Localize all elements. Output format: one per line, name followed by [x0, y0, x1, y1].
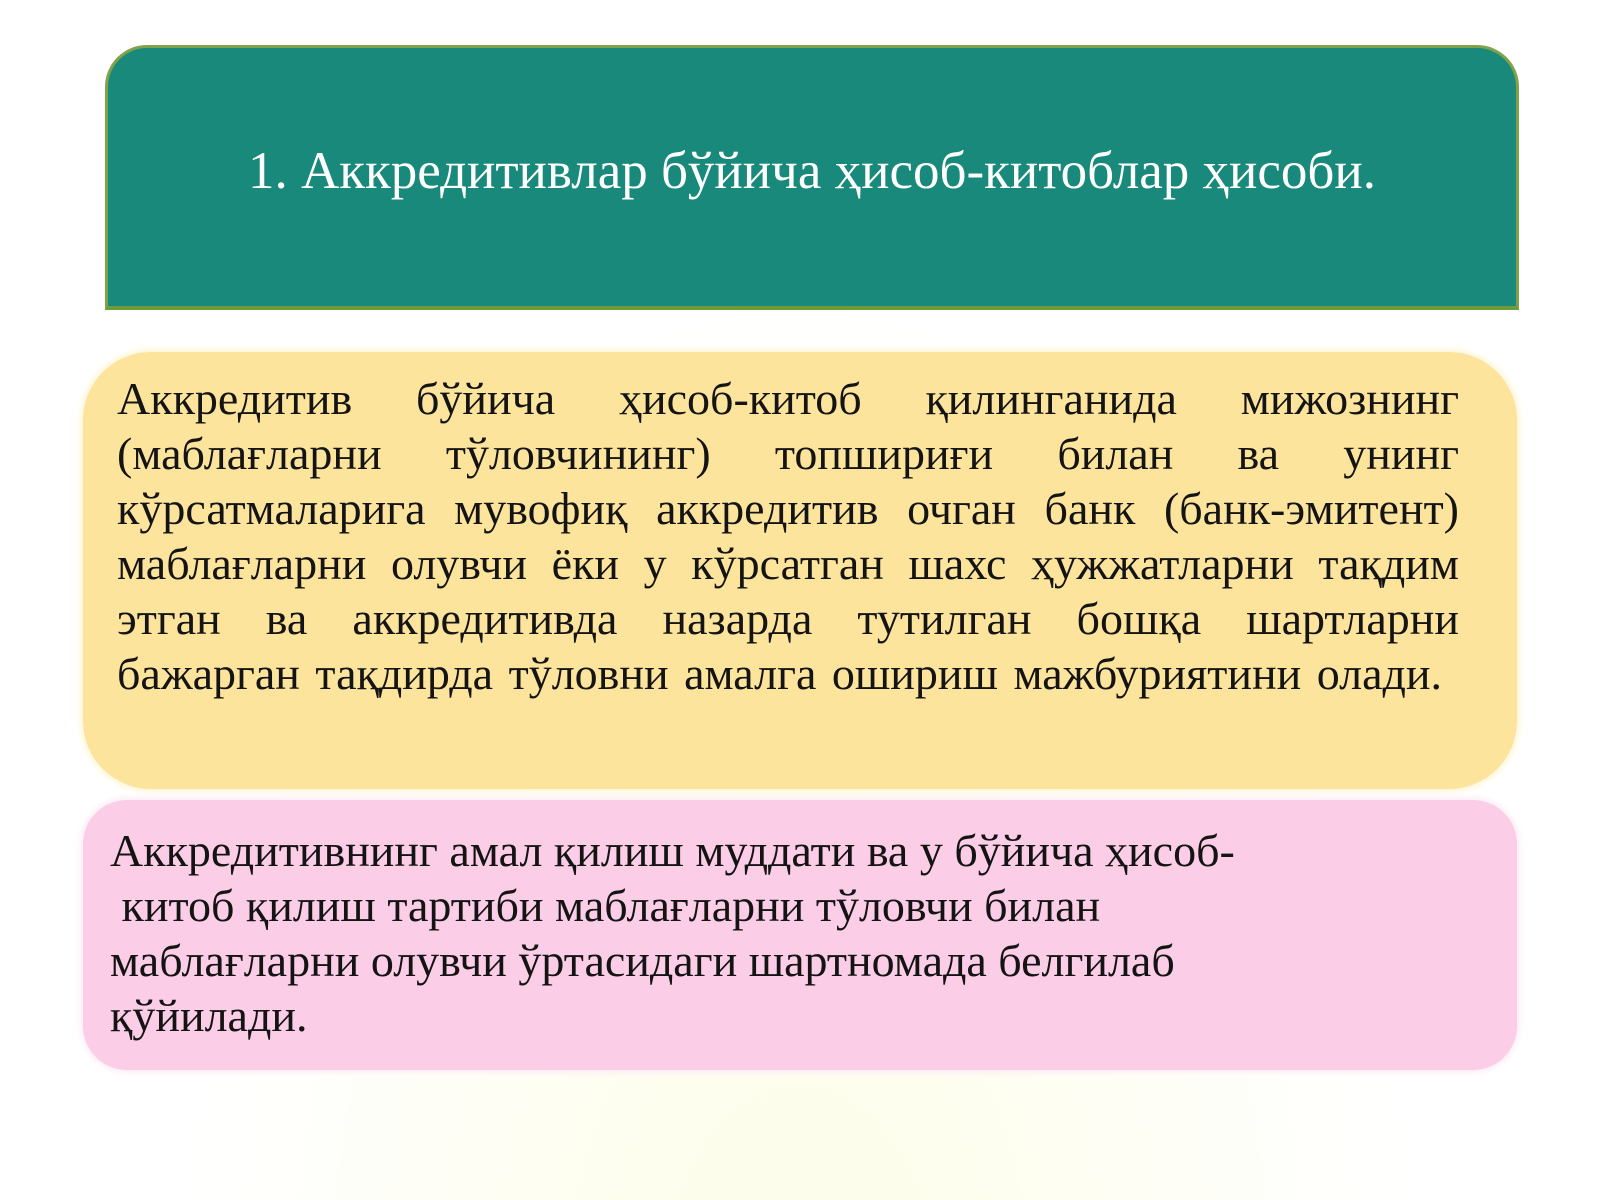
definition-text: Аккредитив бўйича ҳисоб-китоб қилинганида мижознинг (маблағларни тўловчининг) топшириғи билан ва унинг кўрсатмаларига мувофиқ аккредитив очган банк (банк-эмитент) маблағларни олувчи ёки у кўрсатган шахс ҳужжатларни тақдим этган ва аккредитивда назарда тутилган бошқа шартларни бажарган тақдирда тўловни амалга ошириш мажбуриятини олади.	[117, 373, 1459, 699]
title-banner	[105, 45, 1519, 310]
term-box	[83, 800, 1517, 1070]
slide-title: 1. Аккредитивлар бўйича ҳисоб-китоблар ҳисоби.	[247, 141, 1377, 200]
term-text: Аккредитивнинг амал қилиш муддати ва у бўйича ҳисоб- китоб қилиш тартиби маблағларни тўловчи билан маблағларни олувчи ўртасидаги шартномада белгилаб қўйилади.	[110, 825, 1235, 1041]
definition-box	[83, 352, 1517, 789]
